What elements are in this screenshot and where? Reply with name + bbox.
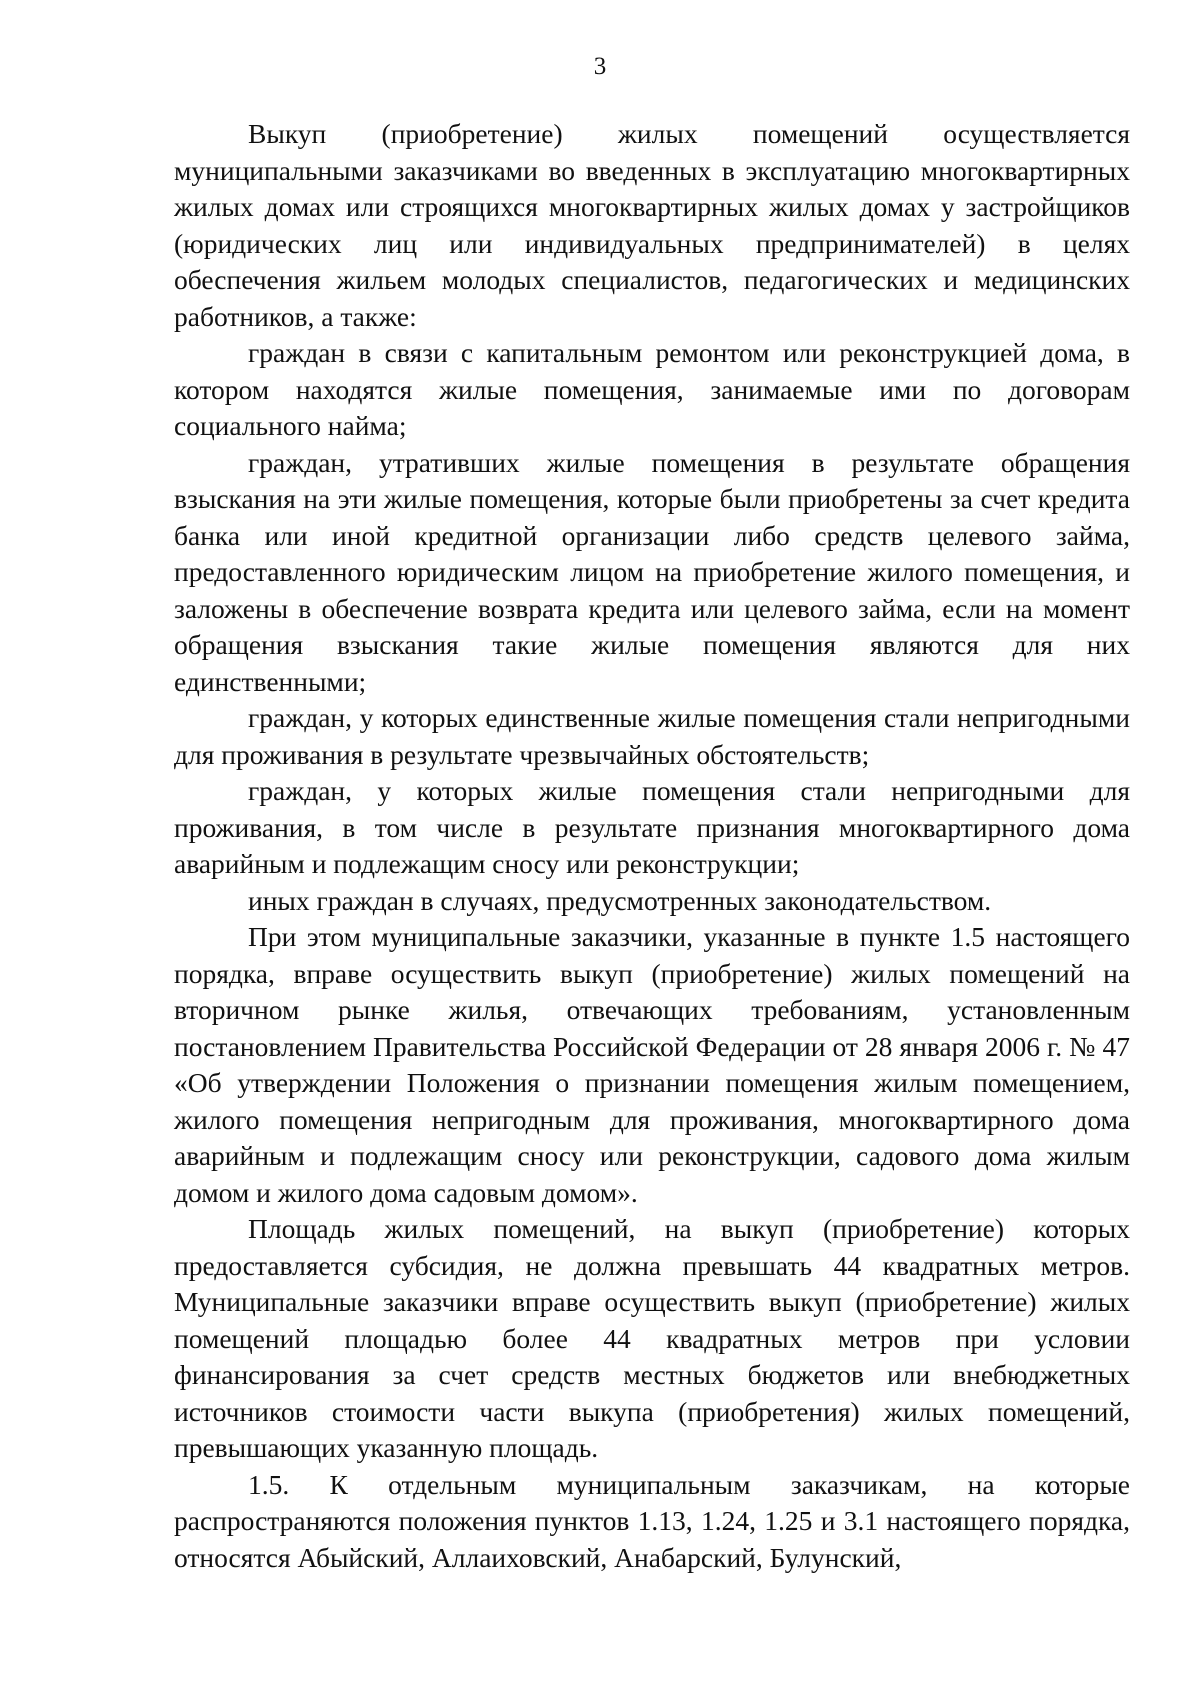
page-number: 3 (593, 53, 607, 80)
paragraph-area-limit: Площадь жилых помещений, на выкуп (приобретение) которых предоставляется субсидия, не должна превышать 44 квадратных метров. Муниципальные заказчики вправе осуществить выкуп (приобретение) жилых помещений площадью более 44 квадратных метров при условии финансирования за счет средств местных бюджетов или внебюджетных источников стоимости части выкупа (приобретения) жилых помещений, превышающих указанную площадь. (174, 1213, 1130, 1463)
document-body (174, 116, 1130, 1576)
paragraph-unfit-housing: граждан, у которых жилые помещения стали непригодными для проживания, в том числе в результате признания многоквартирного дома аварийным и подлежащим сносу или реконструкции; (174, 775, 1130, 879)
paragraph-capital-repair: граждан в связи с капитальным ремонтом или реконструкцией дома, в котором находятся жилые помещения, занимаемые ими по договорам социального найма; (174, 337, 1130, 441)
paragraph-housing-purchase: Выкуп (приобретение) жилых помещений осуществляется муниципальными заказчиками во введенных в эксплуатацию многоквартирных жилых домах или строящихся многоквартирных жилых домах у застройщиков (юридических лиц или индивидуальных предпринимателей) в целях обеспечения жильем молодых специалистов, педагогических и медицинских работников, а также: (174, 118, 1130, 332)
paragraph-other-citizens: иных граждан в случаях, предусмотренных законодательством. (248, 884, 992, 916)
paragraph-secondary-market: При этом муниципальные заказчики, указанные в пункте 1.5 настоящего порядка, вправе осуществить выкуп (приобретение) жилых помещений на вторичном рынке жилья, отвечающих требованиям, установленным постановлением Правительства Российской Федерации от 28 января 2006 г. № 47 «Об утверждении Положения о признании помещения жилым помещением, жилого помещения непригодным для проживания, многоквартирного дома аварийным и подлежащим сносу или реконструкции, садового дома жилым домом и жилого дома садовым домом». (174, 921, 1130, 1208)
paragraph-lost-housing: граждан, утративших жилые помещения в результате обращения взыскания на эти жилые помещения, которые были приобретены за счет кредита банка или иной кредитной организации либо средств целевого займа, предоставленного юридическим лицом на приобретение жилого помещения, и заложены в обеспечение возврата кредита или целевого займа, если на момент обращения взыскания такие жилые помещения являются для них единственными; (174, 446, 1130, 697)
paragraph-emergency: граждан, у которых единственные жилые помещения стали непригодными для проживания в результате чрезвычайных обстоятельств; (174, 702, 1130, 770)
paragraph-section-1-5: 1.5. К отдельным муниципальным заказчикам, на которые распространяются положения пунктов 1.13, 1.24, 1.25 и 3.1 настоящего порядка, относятся Абыйский, Аллаиховский, Анабарский, Булунский, (174, 1468, 1130, 1573)
